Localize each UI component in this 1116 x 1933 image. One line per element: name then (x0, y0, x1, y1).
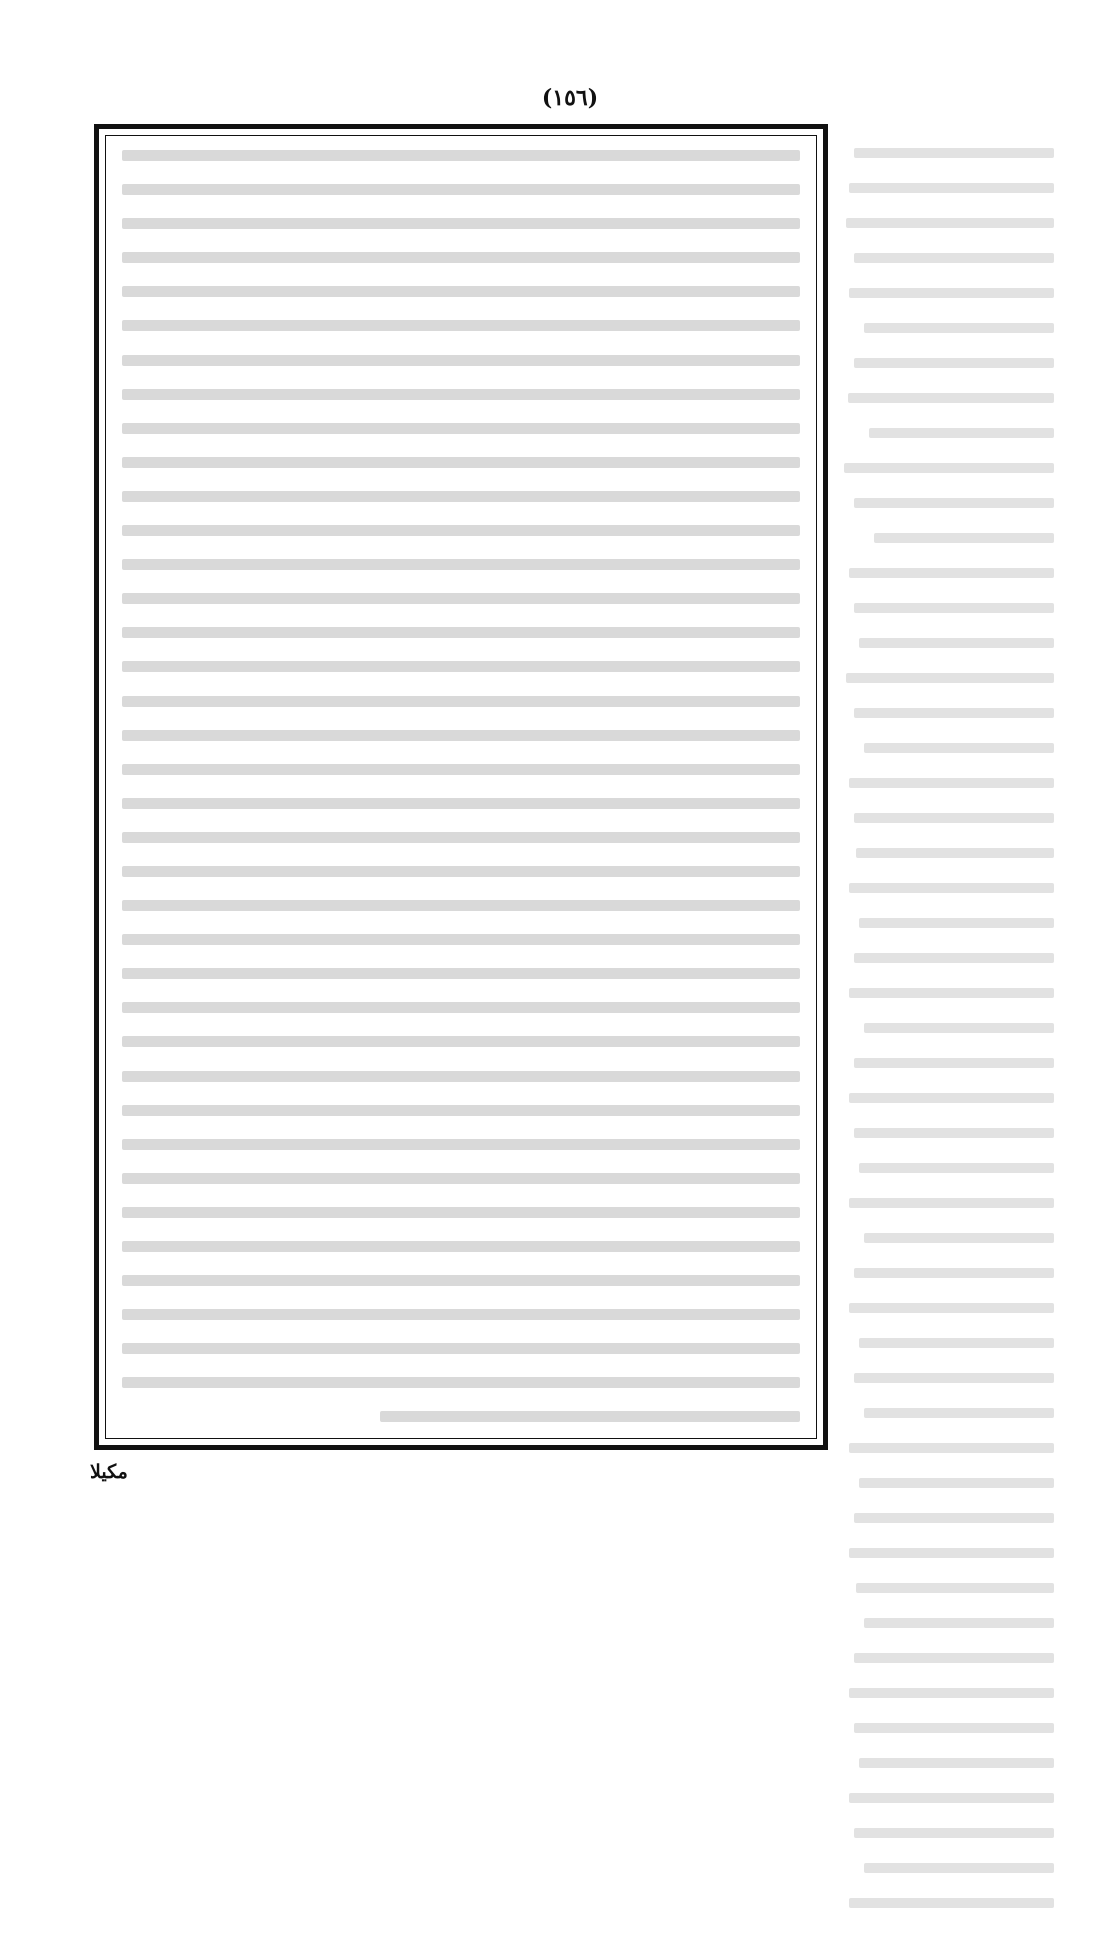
margin-text-line (864, 1233, 1054, 1243)
margin-text-line (854, 1513, 1054, 1523)
margin-text-line (854, 603, 1054, 613)
margin-text-line (854, 813, 1054, 823)
margin-text-line (849, 1548, 1054, 1558)
margin-text-line (864, 323, 1054, 333)
margin-text-line (854, 953, 1054, 963)
margin-text-line (854, 1653, 1054, 1663)
text-line (122, 1105, 800, 1116)
text-line (122, 832, 800, 843)
text-line (122, 1071, 800, 1082)
text-line (122, 525, 800, 536)
margin-text-line (859, 1163, 1054, 1173)
text-line (122, 1275, 800, 1286)
commentary-inner-border (105, 135, 817, 1439)
text-line (122, 1036, 800, 1047)
text-line (122, 627, 800, 638)
text-line (122, 696, 800, 707)
commentary-frame (94, 124, 828, 1450)
margin-text-line (848, 393, 1054, 403)
page-number: (١٥٦) (541, 85, 599, 111)
text-line (122, 1309, 800, 1320)
text-line (122, 457, 800, 468)
margin-text-line (864, 1618, 1054, 1628)
margin-text-line (846, 673, 1054, 683)
text-line (122, 286, 800, 297)
margin-text-line (849, 568, 1054, 578)
text-line (380, 1411, 800, 1422)
margin-text-line (854, 708, 1054, 718)
commentary-text-lines (122, 150, 800, 1446)
text-line (122, 968, 800, 979)
text-line (122, 252, 800, 263)
margin-text-line (844, 463, 1054, 473)
text-line (122, 355, 800, 366)
margin-text-line (854, 148, 1054, 158)
text-line (122, 184, 800, 195)
margin-text-line (869, 428, 1054, 438)
text-line (122, 866, 800, 877)
margin-text-line (854, 1058, 1054, 1068)
margin-text-line (849, 183, 1054, 193)
text-line (122, 593, 800, 604)
text-line (122, 730, 800, 741)
text-line (122, 218, 800, 229)
margin-text-line (859, 638, 1054, 648)
page-footer (90, 1452, 1030, 1492)
margin-commentary-lines (838, 148, 1054, 1933)
text-line (122, 389, 800, 400)
margin-text-line (849, 288, 1054, 298)
margin-text-line (864, 1023, 1054, 1033)
margin-text-line (859, 1338, 1054, 1348)
margin-text-line (854, 358, 1054, 368)
text-line (122, 798, 800, 809)
margin-text-line (854, 1828, 1054, 1838)
margin-text-line (859, 918, 1054, 928)
text-line (122, 150, 800, 161)
text-line (122, 934, 800, 945)
text-line (122, 423, 800, 434)
margin-text-line (854, 1268, 1054, 1278)
text-line (122, 764, 800, 775)
margin-text-line (859, 1758, 1054, 1768)
margin-text-line (854, 498, 1054, 508)
text-line (122, 1241, 800, 1252)
margin-text-line (849, 778, 1054, 788)
text-line (122, 559, 800, 570)
text-line (122, 491, 800, 502)
margin-text-line (854, 1723, 1054, 1733)
margin-text-line (849, 883, 1054, 893)
text-line (122, 1139, 800, 1150)
margin-text-line (864, 743, 1054, 753)
text-line (122, 1377, 800, 1388)
margin-text-line (854, 1128, 1054, 1138)
margin-text-line (854, 253, 1054, 263)
margin-text-line (849, 1093, 1054, 1103)
margin-text-line (849, 1793, 1054, 1803)
margin-text-line (864, 1863, 1054, 1873)
margin-text-line (856, 1583, 1054, 1593)
text-line (122, 1207, 800, 1218)
margin-text-line (846, 218, 1054, 228)
footer-catchword: مكيلا (90, 1461, 128, 1483)
margin-text-line (854, 1373, 1054, 1383)
text-line (122, 1173, 800, 1184)
text-line (122, 661, 800, 672)
margin-text-line (849, 1898, 1054, 1908)
margin-text-line (874, 533, 1054, 543)
margin-text-line (849, 1303, 1054, 1313)
text-line (122, 900, 800, 911)
text-line (122, 1343, 800, 1354)
margin-text-line (856, 848, 1054, 858)
margin-text-line (849, 1198, 1054, 1208)
text-line (122, 1002, 800, 1013)
margin-text-line (849, 1688, 1054, 1698)
text-line (122, 320, 800, 331)
margin-text-line (864, 1408, 1054, 1418)
page-header (70, 78, 1070, 118)
margin-text-line (849, 988, 1054, 998)
